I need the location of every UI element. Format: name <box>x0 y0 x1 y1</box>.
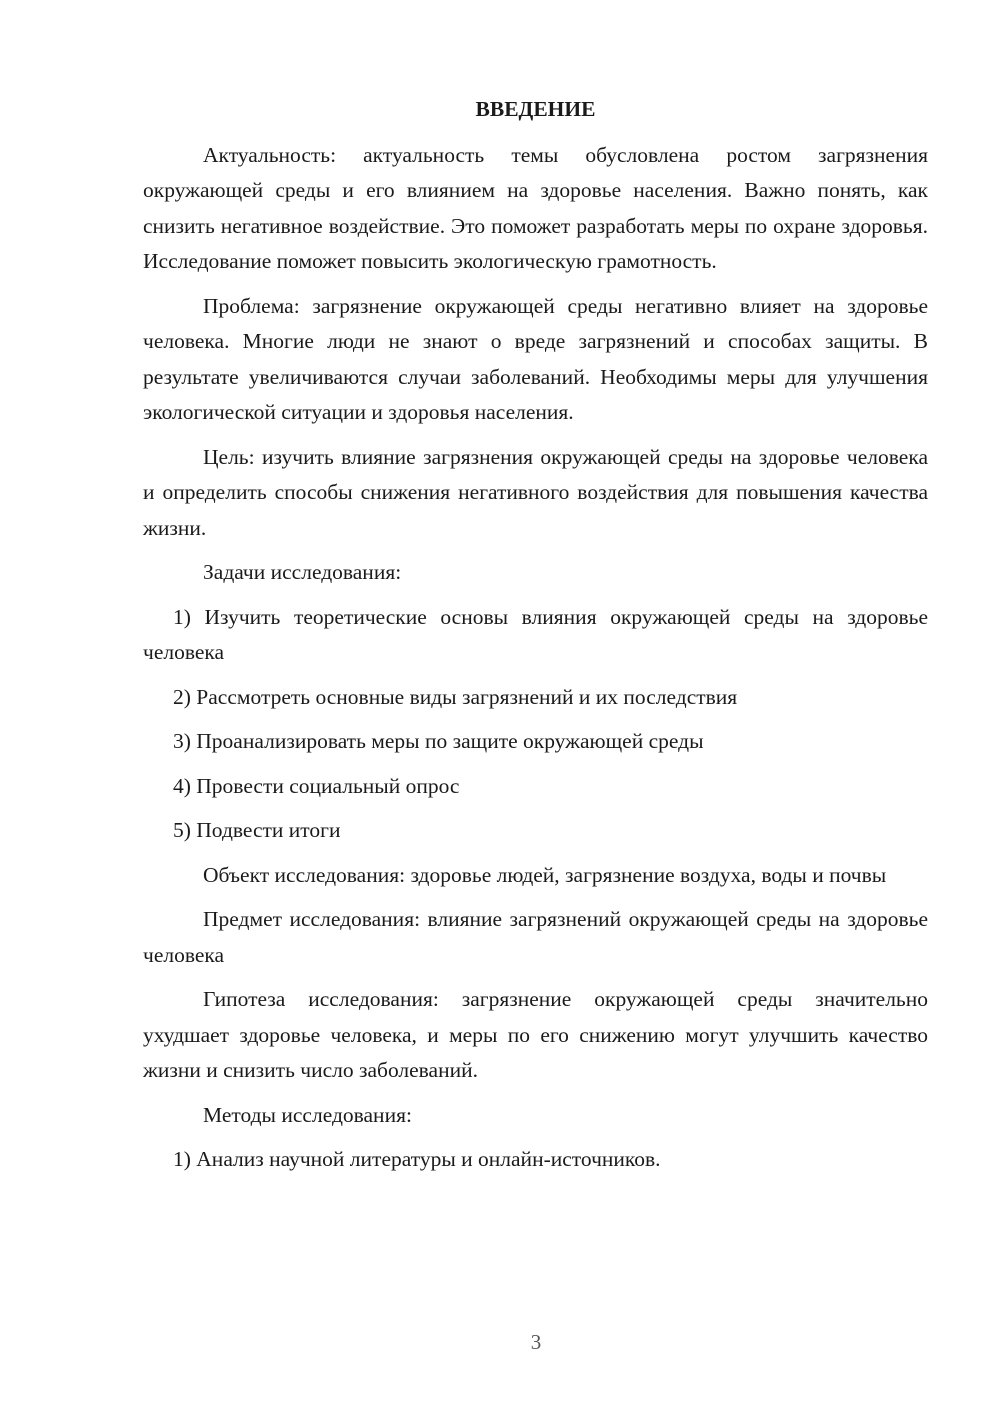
tasks-heading: Задачи исследования: <box>203 560 402 584</box>
task-item-4: 4) Провести социальный опрос <box>173 773 460 798</box>
problem-paragraph: Проблема: загрязнение окружающей среды негативно влияет на здоровье человека. Многие люди не знают о вреде загрязнений и способах защиты. В результате увеличиваются случаи заболеваний. Необходимы меры для улучшения экологической ситуации и здоровья населения. <box>143 293 928 424</box>
object-paragraph: Объект исследования: здоровье людей, загрязнение воздуха, воды и почвы <box>203 862 887 887</box>
task-item-5: 5) Подвести итоги <box>173 818 341 842</box>
page-content <box>143 92 928 1187</box>
methods-heading: Методы исследования: <box>203 1102 412 1127</box>
goal-paragraph: Цель: изучить влияние загрязнения окружающей среды на здоровье человека и определить способы снижения негативного воздействия для повышения качества жизни. <box>143 444 928 540</box>
task-item-2: 2) Рассмотреть основные виды загрязнений и их последствия <box>173 684 738 709</box>
task-item-1: 1) Изучить теоретические основы влияния окружающей среды на здоровье человека <box>143 604 928 664</box>
relevance-paragraph: Актуальность: актуальность темы обусловлена ростом загрязнения окружающей среды и его влиянием на здоровье населения. Важно понять, как снизить негативное воздействие. Это поможет разработать меры по охране здоровья. Исследование поможет повысить экологическую грамотность. <box>143 142 928 273</box>
task-item-3: 3) Проанализировать меры по защите окружающей среды <box>173 729 704 753</box>
section-title: ВВЕДЕНИЕ <box>475 97 596 121</box>
subject-paragraph: Предмет исследования: влияние загрязнений окружающей среды на здоровье человека <box>143 907 928 967</box>
hypothesis-paragraph: Гипотеза исследования: загрязнение окружающей среды значительно ухудшает здоровье человека, и меры по его снижению могут улучшить качество жизни и снизить число заболеваний. <box>143 987 928 1082</box>
page-number: 3 <box>530 1330 542 1354</box>
method-item-1: 1) Анализ научной литературы и онлайн-источников. <box>173 1147 661 1171</box>
